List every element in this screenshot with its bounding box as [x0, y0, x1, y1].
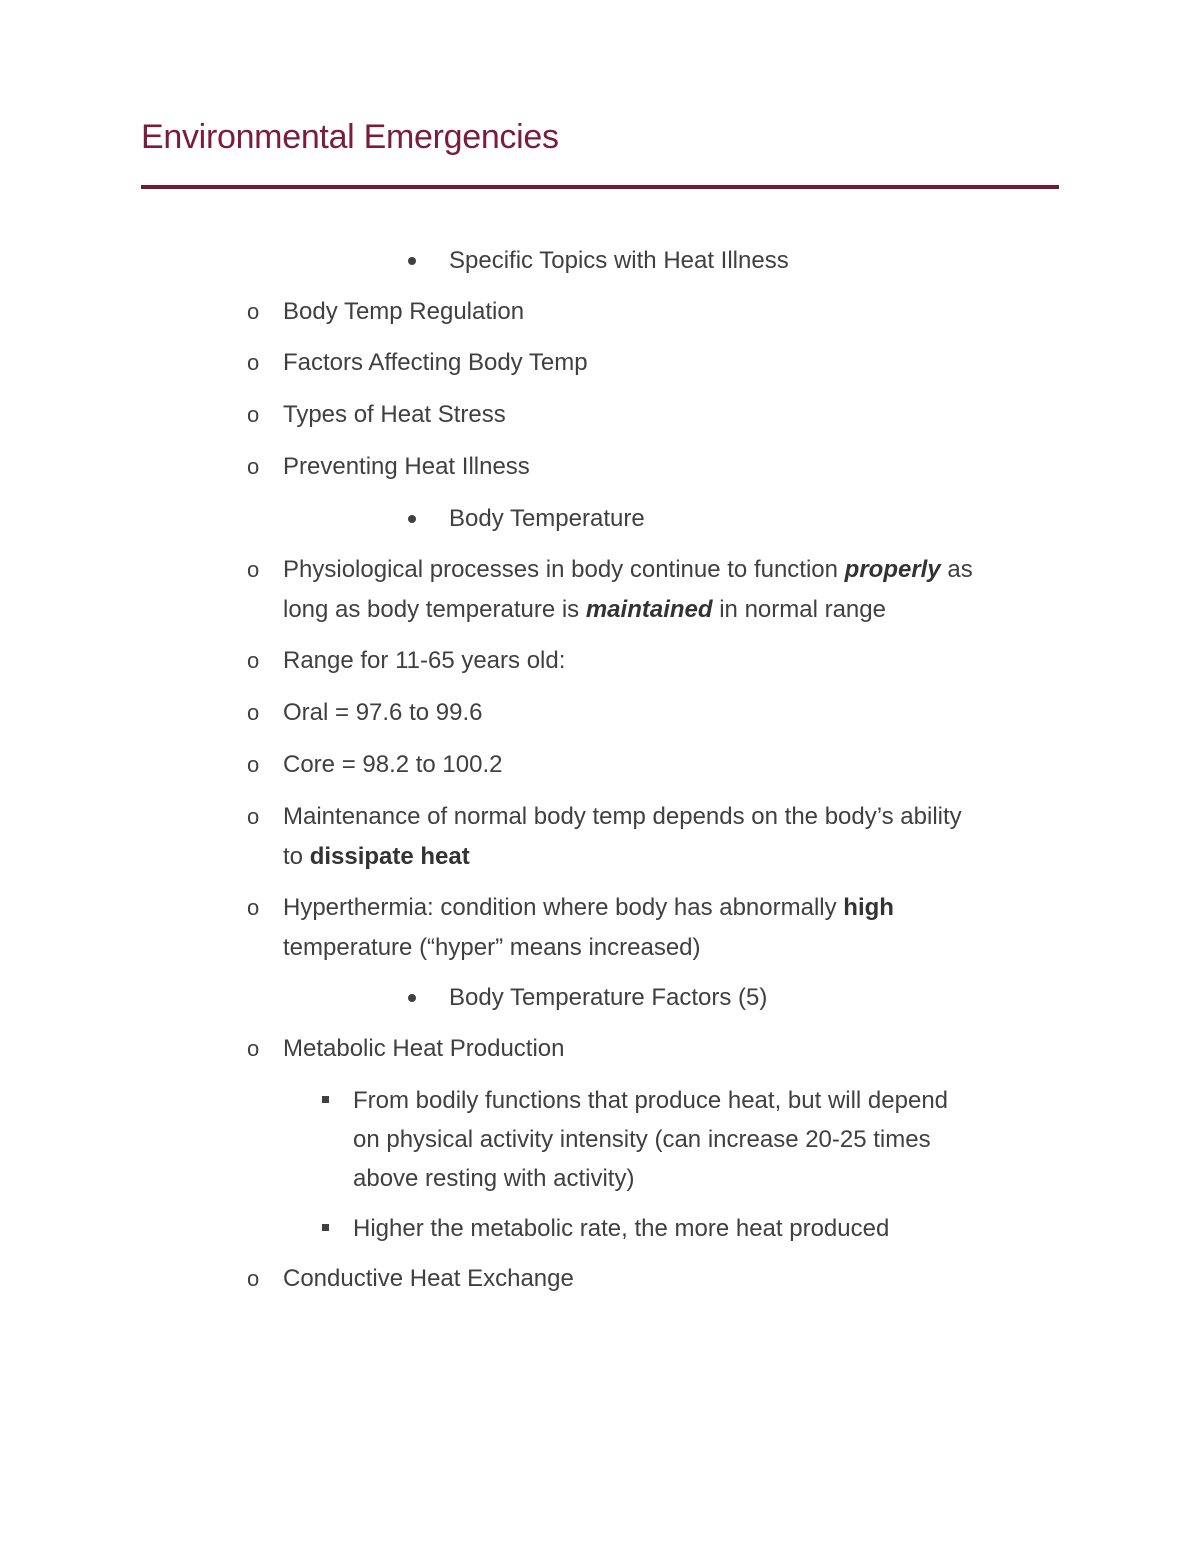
bullet-o-icon: o: [247, 895, 260, 920]
list-item: [247, 395, 1047, 435]
bullet-disc-icon: [408, 257, 416, 265]
sub-list-item: [320, 1081, 1060, 1201]
document-title: Environmental Emergencies: [141, 118, 559, 156]
sub-list-item-text-line-3: above resting with activity): [353, 1165, 635, 1192]
section-heading-body-temperature: [408, 499, 1008, 539]
list-item-text: Oral = 97.6 to 99.6: [283, 699, 483, 726]
bullet-o-icon: o: [247, 557, 260, 582]
emphasis-properly: properly: [844, 556, 941, 583]
title-divider: [141, 185, 1059, 189]
list-item-text: Conductive Heat Exchange: [283, 1265, 574, 1292]
emphasis-high: high: [843, 894, 894, 921]
bullet-o-icon: o: [247, 804, 260, 829]
section-heading-text: Body Temperature Factors (5): [449, 984, 768, 1011]
list-item-text: Preventing Heat Illness: [283, 453, 530, 480]
bullet-o-icon: o: [247, 1266, 260, 1291]
list-item: [247, 693, 1047, 733]
list-item-text-line-2: long as body temperature is maintained in normal range: [283, 596, 886, 623]
list-item-text: Factors Affecting Body Temp: [283, 349, 588, 376]
list-item: [247, 447, 1047, 487]
bullet-o-icon: o: [247, 648, 260, 673]
bullet-o-icon: o: [247, 454, 260, 479]
list-item-text: Core = 98.2 to 100.2: [283, 751, 503, 778]
list-item-text-line-1: Hyperthermia: condition where body has abnormally high: [283, 894, 894, 921]
bullet-disc-icon: [408, 994, 416, 1002]
bullet-square-icon: [322, 1096, 329, 1103]
bullet-disc-icon: [408, 515, 416, 523]
list-item: [247, 343, 1047, 383]
list-item-text-line-2: temperature (“hyper” means increased): [283, 934, 701, 961]
sub-list-item: [320, 1209, 1060, 1249]
section-heading-text: Specific Topics with Heat Illness: [449, 247, 789, 274]
bullet-o-icon: o: [247, 1036, 260, 1061]
section-heading-text: Body Temperature: [449, 505, 645, 532]
list-item: [247, 1029, 1047, 1069]
list-item: [247, 797, 1067, 877]
list-item-text-line-1: Physiological processes in body continue to function properly as: [283, 556, 973, 583]
bullet-square-icon: [322, 1224, 329, 1231]
bullet-o-icon: o: [247, 700, 260, 725]
list-item-text-line-2: to dissipate heat: [283, 843, 470, 870]
section-heading-temperature-factors: [408, 978, 1008, 1018]
list-item: [247, 888, 1067, 968]
bullet-o-icon: o: [247, 350, 260, 375]
emphasis-maintained: maintained: [585, 596, 713, 623]
sub-list-item-text: Higher the metabolic rate, the more heat produced: [353, 1215, 890, 1242]
list-item: [247, 292, 1047, 332]
list-item-text: Body Temp Regulation: [283, 298, 525, 325]
list-item-text-line-1: Maintenance of normal body temp depends on the body’s ability: [283, 803, 962, 830]
bullet-o-icon: o: [247, 299, 260, 324]
list-item-text: Range for 11-65 years old:: [283, 647, 566, 674]
bullet-o-icon: o: [247, 402, 260, 427]
list-item: [247, 745, 1047, 785]
emphasis-dissipate-heat: dissipate heat: [309, 843, 470, 870]
list-item-text: Metabolic Heat Production: [283, 1035, 565, 1062]
section-heading-heat-illness: [408, 241, 1008, 281]
bullet-o-icon: o: [247, 752, 260, 777]
sub-list-item-text-line-1: From bodily functions that produce heat, but will depend: [353, 1087, 949, 1114]
list-item-text: Types of Heat Stress: [283, 401, 506, 428]
sub-list-item-text-line-2: on physical activity intensity (can increase 20-25 times: [353, 1126, 931, 1153]
list-item: [247, 1259, 1047, 1299]
list-item: [247, 550, 1067, 630]
list-item: [247, 641, 1047, 681]
